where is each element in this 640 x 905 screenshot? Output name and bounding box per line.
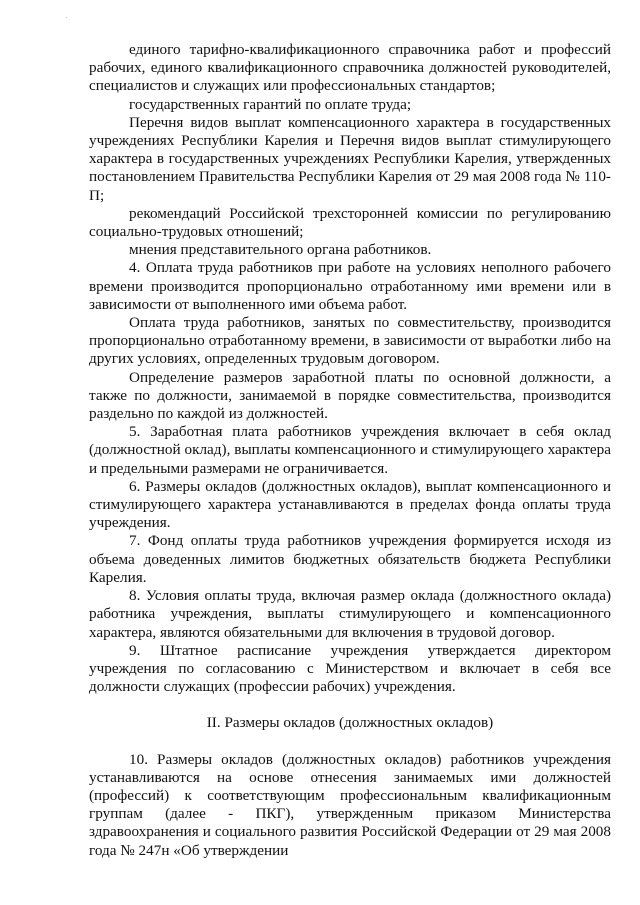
paragraph-item-6: 6. Размеры окладов (должностных окладов), выплат компенсационного и стимулирующего характера устанавливаются в пределах фонда оплаты труда учреждения. [89, 477, 611, 532]
paragraph-representative-body: мнения представительного органа работников. [129, 241, 432, 259]
paragraph-item-9: 9. Штатное расписание учреждения утверждается директором учреждения по согласованию с Министерством и включает в себя все должности служащих (профессии рабочих) учреждения. [89, 641, 611, 696]
paragraph-item-10: 10. Размеры окладов (должностных окладов) работников учреждения устанавливаются на основе отнесения занимаемых ими должностей (профессий) к соответствующим профессиональным квалификационным группам (далее - ПКГ), утвержденным приказом Министерства здравоохранения и социального развития Российской Федерации от 29 мая 2008 года № 247н «Об утверждении [89, 750, 611, 859]
section-heading: II. Размеры окладов (должностных окладов) [206, 714, 494, 732]
paragraph-payments-list: Перечня видов выплат компенсационного характера в государственных учреждениях Республики Карелия и Перечня видов выплат стимулирующего характера в государственных учреждениях Республики Карелия, утвержденных постановлением Правительства Республики Карелия от 29 мая 2008 года № 110-П; [89, 113, 611, 204]
paragraph-item-4: 4. Оплата труда работников при работе на условиях неполного рабочего времени производится пропорционально отработанному ими времени или в зависимости от выполненного ими объема работ. [89, 259, 611, 313]
document-body [89, 41, 611, 860]
paragraph-item-5: 5. Заработная плата работников учреждения включает в себя оклад (должностной оклад), выплаты компенсационного и стимулирующего характера и предельными размерами не ограничивается. [89, 423, 611, 477]
paragraph-item-7: 7. Фонд оплаты труда работников учреждения формируется исходя из объема доведенных лимитов бюджетных обязательств бюджета Республики Карелия. [89, 532, 611, 586]
paragraph-classifier-reference: единого тарифно-квалификационного справочника работ и профессий рабочих, единого квалификационного справочника должностей руководителей, специалистов и служащих или профессиональных стандартов; [89, 41, 611, 95]
paragraph-part-time: Оплата труда работников, занятых по совместительству, производится пропорционально отработанному времени, в зависимости от выработки либо на других условиях, определенных трудовым договором. [89, 314, 611, 368]
paragraph-state-guarantees: государственных гарантий по оплате труда; [129, 95, 412, 113]
scan-mark: . [66, 14, 68, 20]
paragraph-tripartite-commission: рекомендаций Российской трехсторонней комиссии по регулированию социально-трудовых отношений; [89, 204, 611, 241]
paragraph-item-8: 8. Условия оплаты труда, включая размер оклада (должностного оклада) работника учреждения, выплаты стимулирующего и компенсационного характера, являются обязательными для включения в трудовой договор. [89, 587, 611, 641]
paragraph-salary-determination: Определение размеров заработной платы по основной должности, а также по должности, занимаемой в порядке совместительства, производится раздельно по каждой из должностей. [89, 368, 611, 423]
